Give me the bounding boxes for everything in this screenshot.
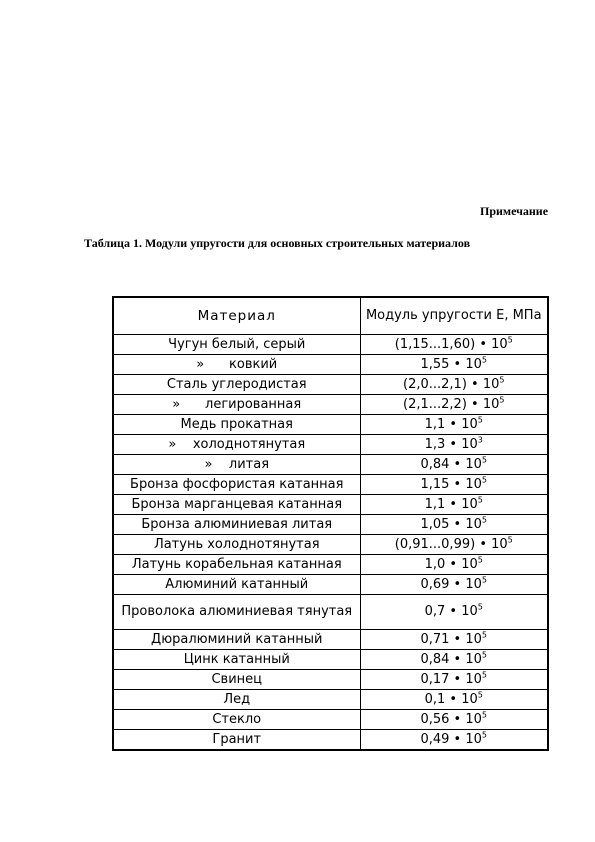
table-row <box>113 475 548 495</box>
header-modulus: Модуль упругости E, МПа <box>360 297 548 335</box>
material-cell: Бронза фосфористая катанная <box>113 475 360 495</box>
material-cell: Латунь корабельная катанная <box>113 555 360 575</box>
modulus-cell <box>360 375 548 395</box>
modulus-base: 1,0 • 10 <box>424 556 478 572</box>
modulus-exponent: 5 <box>507 335 513 345</box>
header-material: Материал <box>113 297 360 335</box>
table-row <box>113 710 548 730</box>
material-cell: Свинец <box>113 670 360 690</box>
material-cell: Дюралюминий катанный <box>113 630 360 650</box>
modulus-exponent: 5 <box>477 555 483 565</box>
table-row <box>113 355 548 375</box>
modulus-cell <box>360 575 548 595</box>
modulus-cell <box>360 455 548 475</box>
modulus-cell <box>360 335 548 355</box>
material-cell: Стекло <box>113 710 360 730</box>
modulus-exponent: 5 <box>477 495 483 505</box>
modulus-cell <box>360 415 548 435</box>
modulus-base: (2,0...2,1) • 10 <box>403 376 500 392</box>
modulus-exponent: 5 <box>481 730 487 740</box>
modulus-base: 1,15 • 10 <box>420 476 482 492</box>
modulus-base: 0,69 • 10 <box>420 576 482 592</box>
modulus-cell <box>360 515 548 535</box>
modulus-cell <box>360 355 548 375</box>
modulus-exponent: 3 <box>477 435 483 445</box>
table-row <box>113 335 548 355</box>
modulus-cell <box>360 495 548 515</box>
modulus-cell <box>360 690 548 710</box>
modulus-exponent: 5 <box>499 395 505 405</box>
modulus-cell <box>360 670 548 690</box>
modulus-base: 1,3 • 10 <box>424 436 478 452</box>
modulus-cell <box>360 395 548 415</box>
modulus-cell <box>360 650 548 670</box>
table-body <box>113 335 548 751</box>
material-cell: » литая <box>113 455 360 475</box>
material-cell: Медь прокатная <box>113 415 360 435</box>
material-cell: Проволока алюминиевая тянутая <box>113 595 360 630</box>
material-cell: Алюминий катанный <box>113 575 360 595</box>
material-cell: » холоднотянутая <box>113 435 360 455</box>
modulus-base: (1,15...1,60) • 10 <box>394 336 508 352</box>
elastic-moduli-table <box>112 296 549 751</box>
modulus-base: 1,55 • 10 <box>420 356 482 372</box>
modulus-exponent: 5 <box>477 415 483 425</box>
modulus-exponent: 5 <box>481 355 487 365</box>
modulus-cell <box>360 475 548 495</box>
modulus-base: 0,1 • 10 <box>424 691 478 707</box>
material-cell: Чугун белый, серый <box>113 335 360 355</box>
material-cell: Бронза марганцевая катанная <box>113 495 360 515</box>
table-row <box>113 690 548 710</box>
modulus-base: 0,7 • 10 <box>424 604 478 619</box>
table-row <box>113 395 548 415</box>
modulus-exponent: 5 <box>477 690 483 700</box>
modulus-exponent: 5 <box>477 602 483 612</box>
table-row <box>113 435 548 455</box>
table-row <box>113 670 548 690</box>
modulus-exponent: 5 <box>481 650 487 660</box>
modulus-cell <box>360 595 548 630</box>
table-row <box>113 650 548 670</box>
modulus-exponent: 5 <box>481 670 487 680</box>
modulus-base: 0,56 • 10 <box>420 711 482 727</box>
modulus-cell <box>360 730 548 751</box>
table-row <box>113 415 548 435</box>
modulus-cell <box>360 630 548 650</box>
modulus-exponent: 5 <box>481 515 487 525</box>
table-row <box>113 555 548 575</box>
modulus-exponent: 5 <box>481 630 487 640</box>
modulus-base: 0,84 • 10 <box>420 456 482 472</box>
modulus-exponent: 5 <box>481 455 487 465</box>
modulus-exponent: 5 <box>481 575 487 585</box>
modulus-base: (0,91...0,99) • 10 <box>394 536 508 552</box>
modulus-cell <box>360 435 548 455</box>
modulus-exponent: 5 <box>499 375 505 385</box>
material-cell: Лед <box>113 690 360 710</box>
table-row <box>113 455 548 475</box>
modulus-exponent: 5 <box>481 710 487 720</box>
table-row <box>113 535 548 555</box>
table-row <box>113 495 548 515</box>
modulus-base: 0,71 • 10 <box>420 631 482 647</box>
modulus-base: 1,05 • 10 <box>420 516 482 532</box>
material-cell: Бронза алюминиевая литая <box>113 515 360 535</box>
note-heading: Примечание <box>480 204 549 218</box>
table-row <box>113 730 548 751</box>
material-cell: Цинк катанный <box>113 650 360 670</box>
modulus-base: (2,1...2,2) • 10 <box>403 396 500 412</box>
table-caption: Таблица 1. Модули упругости для основных строительных материалов <box>84 236 471 250</box>
material-cell: Латунь холоднотянутая <box>113 535 360 555</box>
modulus-cell <box>360 710 548 730</box>
table-row <box>113 630 548 650</box>
modulus-exponent: 5 <box>481 475 487 485</box>
modulus-base: 1,1 • 10 <box>424 496 478 512</box>
table-row <box>113 595 548 630</box>
modulus-exponent: 5 <box>507 535 513 545</box>
table-row <box>113 575 548 595</box>
modulus-base: 1,1 • 10 <box>424 416 478 432</box>
material-cell: » ковкий <box>113 355 360 375</box>
material-cell: Гранит <box>113 730 360 751</box>
table-row <box>113 375 548 395</box>
modulus-cell <box>360 555 548 575</box>
modulus-base: 0,84 • 10 <box>420 651 482 667</box>
material-cell: » легированная <box>113 395 360 415</box>
table-row <box>113 515 548 535</box>
modulus-cell <box>360 535 548 555</box>
modulus-base: 0,17 • 10 <box>420 671 482 687</box>
material-cell: Сталь углеродистая <box>113 375 360 395</box>
modulus-base: 0,49 • 10 <box>420 731 482 747</box>
table-header-row <box>113 297 548 335</box>
